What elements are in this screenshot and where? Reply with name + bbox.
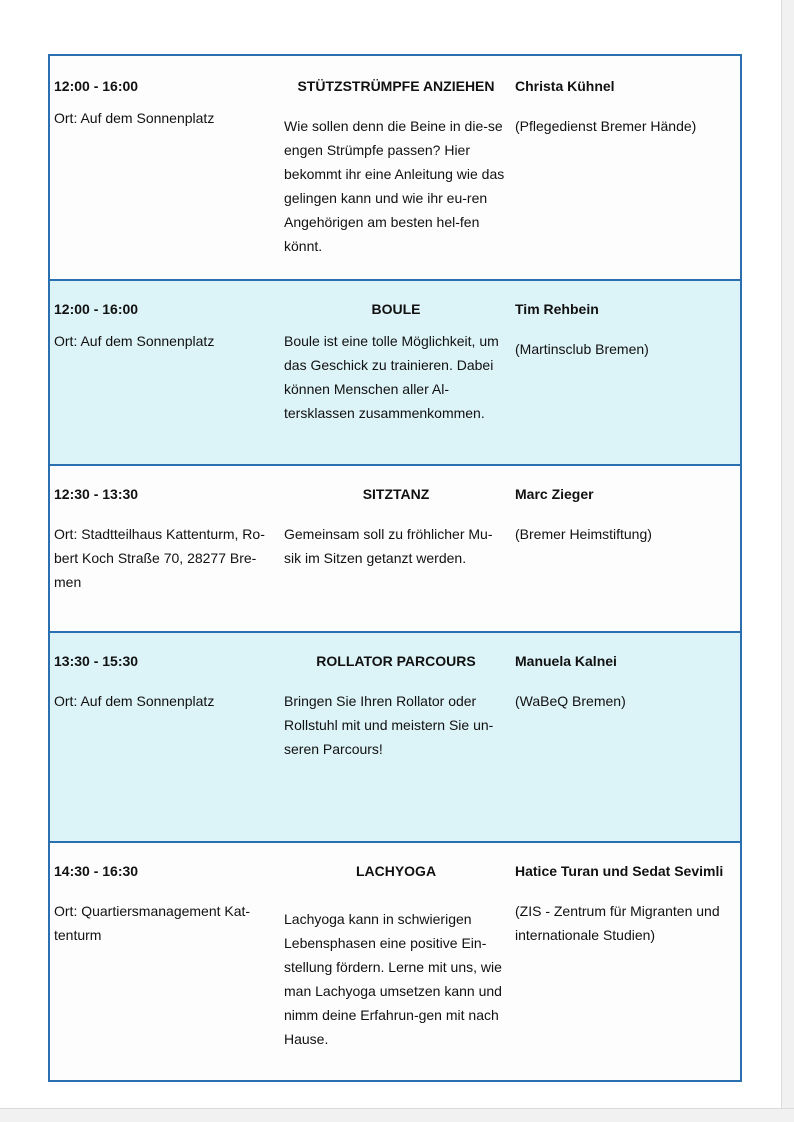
event-time: 12:00 - 16:00	[54, 301, 139, 317]
page-edge	[0, 1108, 794, 1122]
event-row	[50, 279, 740, 464]
event-row	[50, 841, 740, 1080]
event-host: Hatice Turan und Sedat Sevimli	[515, 863, 724, 879]
event-description: Lachyoga kann in schwierigen Lebensphasen eine positive Ein-stellung fördern. Lerne mit uns, wie man Lachyoga umsetzen kann und nimm deine Erfahrun-gen mit nach Hause.	[284, 911, 502, 1047]
event-location: Ort: Auf dem Sonnenplatz	[54, 110, 215, 126]
event-organization: (Bremer Heimstiftung)	[515, 526, 652, 542]
event-time: 14:30 - 16:30	[54, 863, 139, 879]
event-organization: (WaBeQ Bremen)	[515, 693, 626, 709]
event-time: 13:30 - 15:30	[54, 653, 139, 669]
event-host: Marc Zieger	[515, 486, 594, 502]
event-title: STÜTZSTRÜMPFE ANZIEHEN	[297, 78, 495, 94]
event-organization: (Martinsclub Bremen)	[515, 341, 649, 357]
event-host: Manuela Kalnei	[515, 653, 617, 669]
event-title: BOULE	[371, 301, 421, 317]
event-title: SITZTANZ	[362, 486, 430, 502]
event-time: 12:30 - 13:30	[54, 486, 139, 502]
event-location: Ort: Auf dem Sonnenplatz	[54, 333, 215, 349]
event-location: Ort: Quartiersmanagement Kat-tenturm	[54, 903, 251, 943]
event-time: 12:00 - 16:00	[54, 78, 139, 94]
event-description: Wie sollen denn die Beine in die-se engen Strümpfe passen? Hier bekommt ihr eine Anleitung wie das gelingen kann und wie ihr eu-ren Angehörigen am besten hel-fen könnt.	[284, 118, 505, 254]
page-edge	[781, 0, 794, 1121]
event-host: Christa Kühnel	[515, 78, 615, 94]
event-location: Ort: Stadtteilhaus Kattenturm, Ro-bert Koch Straße 70, 28277 Bre-men	[54, 526, 265, 590]
event-row	[50, 464, 740, 631]
event-description: Boule ist eine tolle Möglichkeit, um das Geschick zu trainieren. Dabei können Menschen aller Al-tersklassen zusammenkommen.	[284, 333, 499, 421]
event-row	[50, 631, 740, 841]
event-title: LACHYOGA	[355, 863, 437, 879]
event-description: Gemeinsam soll zu fröhlicher Mu-sik im Sitzen getanzt werden.	[284, 526, 493, 566]
event-location: Ort: Auf dem Sonnenplatz	[54, 693, 215, 709]
event-title: ROLLATOR PARCOURS	[316, 653, 476, 669]
event-organization: (Pflegedienst Bremer Hände)	[515, 118, 697, 134]
event-host: Tim Rehbein	[515, 301, 599, 317]
event-row	[50, 56, 740, 279]
event-organization: (ZIS - Zentrum für Migranten und internationale Studien)	[515, 903, 720, 943]
event-schedule-table	[48, 54, 742, 1082]
event-description: Bringen Sie Ihren Rollator oder Rollstuhl mit und meistern Sie un-seren Parcours!	[284, 693, 494, 757]
